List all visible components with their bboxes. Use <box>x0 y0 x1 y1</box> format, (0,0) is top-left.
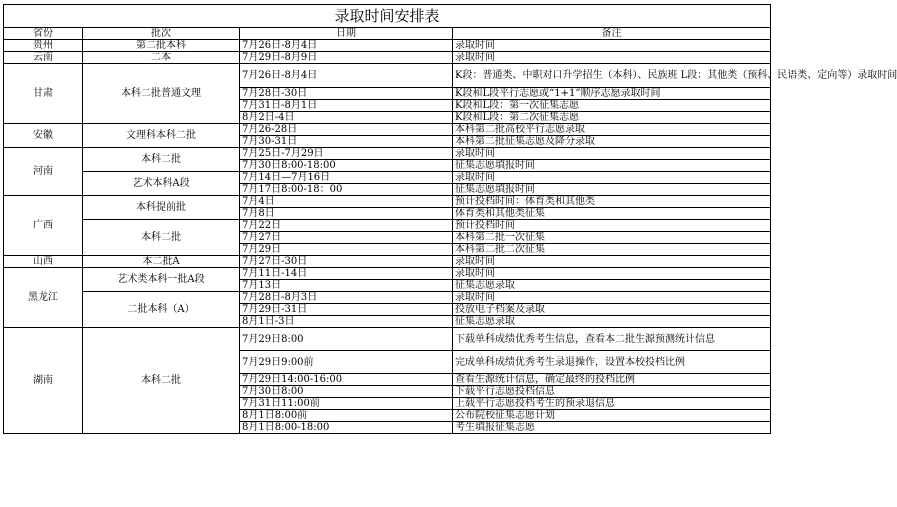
date-cell: 7月28日-8月3日 <box>240 292 453 304</box>
remark-cell: 下载平行志愿投档信息 <box>453 386 771 398</box>
batch-cell: 二批本科（A） <box>83 292 240 328</box>
remark-cell: 本科第二批二次征集 <box>453 244 771 256</box>
remark-cell: 征集志愿填报时间 <box>453 160 771 172</box>
header-remark: 备注 <box>453 28 771 40</box>
date-cell: 7月29日8:00 <box>240 328 453 351</box>
table-row <box>4 292 771 304</box>
remark-cell: K段和L段平行志愿或“1+1”顺序志愿录取时间 <box>453 88 771 100</box>
remark-cell: 本科第二批一次征集 <box>453 232 771 244</box>
province-cell: 河南 <box>4 148 83 196</box>
table-row <box>4 256 771 268</box>
date-cell: 8月1日8:00-18:00 <box>240 422 453 434</box>
header-province: 省份 <box>4 28 83 40</box>
date-cell: 7月4日 <box>240 196 453 208</box>
province-cell: 甘肃 <box>4 64 83 124</box>
remark-cell: 录取时间 <box>453 172 771 184</box>
header-batch: 批次 <box>83 28 240 40</box>
date-cell: 8月1日-3日 <box>240 316 453 328</box>
remark-cell: 查看生源统计信息，确定最终的投档比例 <box>453 374 771 386</box>
batch-cell: 本科二批 <box>83 148 240 172</box>
remark-cell: 上载平行志愿投档考生的预录退信息 <box>453 398 771 410</box>
header-date: 日期 <box>240 28 453 40</box>
date-cell: 7月26-28日 <box>240 124 453 136</box>
date-cell: 7月30日8:00-18:00 <box>240 160 453 172</box>
date-cell: 7月26日-8月4日 <box>240 40 453 52</box>
remark-cell: 录取时间 <box>453 148 771 160</box>
date-cell: 7月29日-31日 <box>240 304 453 316</box>
date-cell: 7月30日8:00 <box>240 386 453 398</box>
remark-cell: 录取时间 <box>453 256 771 268</box>
admission-schedule-table <box>3 4 897 434</box>
remark-cell: 录取时间 <box>453 292 771 304</box>
remark-cell: 征集志愿录取 <box>453 316 771 328</box>
table-title: 录取时间安排表 <box>4 5 771 28</box>
remark-cell: 录取时间 <box>453 52 771 64</box>
province-cell: 黑龙江 <box>4 268 83 328</box>
remark-cell: 投放电子档案及录取 <box>453 304 771 316</box>
date-cell: 7月29日-8月9日 <box>240 52 453 64</box>
table-row <box>4 64 771 88</box>
date-cell: 7月13日 <box>240 280 453 292</box>
batch-cell: 本科二批普通文理 <box>83 64 240 124</box>
table-row <box>4 124 771 136</box>
remark-cell: K段和L段：第一次征集志愿 <box>453 100 771 112</box>
title-row <box>4 5 771 28</box>
date-cell: 7月31日11:00前 <box>240 398 453 410</box>
date-cell: 8月1日8:00前 <box>240 410 453 422</box>
province-cell: 广西 <box>4 196 83 256</box>
remark-cell: 预计投档时间 <box>453 220 771 232</box>
remark-cell: 下载单科成绩优秀考生信息，查看本二批生源预测统计信息 <box>453 328 771 351</box>
remark-cell: 征集志愿录取 <box>453 280 771 292</box>
date-cell: 7月29日14:00-16:00 <box>240 374 453 386</box>
date-cell: 7月26日-8月4日 <box>240 64 453 88</box>
date-cell: 7月17日8:00-18：00 <box>240 184 453 196</box>
date-cell: 7月8日 <box>240 208 453 220</box>
remark-cell: K段和L段：第二次征集志愿 <box>453 112 771 124</box>
date-cell: 7月11日-14日 <box>240 268 453 280</box>
header-row <box>4 28 771 40</box>
province-cell: 湖南 <box>4 328 83 434</box>
table-row <box>4 52 771 64</box>
batch-cell: 本科二批 <box>83 328 240 434</box>
table-row <box>4 220 771 232</box>
remark-cell: 体育类和其他类征集 <box>453 208 771 220</box>
date-cell: 7月31日-8月1日 <box>240 100 453 112</box>
province-cell: 云南 <box>4 52 83 64</box>
date-cell: 7月27日 <box>240 232 453 244</box>
table-row <box>4 196 771 208</box>
batch-cell: 艺术本科A段 <box>83 172 240 196</box>
batch-cell: 艺术类本科一批A段 <box>83 268 240 292</box>
remark-cell: 本科第二批高校平行志愿录取 <box>453 124 771 136</box>
remark-cell: 征集志愿填报时间 <box>453 184 771 196</box>
table-row <box>4 148 771 160</box>
remark-cell: 预计投档时间：体育类和其他类 <box>453 196 771 208</box>
remark-cell: 本科第二批征集志愿及降分录取 <box>453 136 771 148</box>
batch-cell: 第二批本科 <box>83 40 240 52</box>
batch-cell: 文理科本科二批 <box>83 124 240 148</box>
remark-cell: 公布院校征集志愿计划 <box>453 410 771 422</box>
date-cell: 8月2日-4日 <box>240 112 453 124</box>
date-cell: 7月30-31日 <box>240 136 453 148</box>
batch-cell: 本科提前批 <box>83 196 240 220</box>
batch-cell: 二本 <box>83 52 240 64</box>
table-row <box>4 40 771 52</box>
province-cell: 山西 <box>4 256 83 268</box>
batch-cell: 本二批A <box>83 256 240 268</box>
province-cell: 安徽 <box>4 124 83 148</box>
date-cell: 7月14日—7月16日 <box>240 172 453 184</box>
table-row <box>4 172 771 184</box>
batch-cell: 本科二批 <box>83 220 240 256</box>
date-cell: 7月28日-30日 <box>240 88 453 100</box>
date-cell: 7月25日-7月29日 <box>240 148 453 160</box>
province-cell: 贵州 <box>4 40 83 52</box>
remark-cell: 完成单科成绩优秀考生录退操作，设置本校投档比例 <box>453 351 771 374</box>
remark-cell: K段：普通类、中职对口升学招生（本科）、民族班 L段：其他类（预科、民语类、定向等）录取时间 <box>453 64 771 88</box>
remark-cell: 录取时间 <box>453 268 771 280</box>
remark-cell: 录取时间 <box>453 40 771 52</box>
remark-cell: 考生填报征集志愿 <box>453 422 771 434</box>
date-cell: 7月29日 <box>240 244 453 256</box>
table-row <box>4 268 771 280</box>
date-cell: 7月27日-30日 <box>240 256 453 268</box>
table-row <box>4 328 771 351</box>
date-cell: 7月22日 <box>240 220 453 232</box>
date-cell: 7月29日9:00前 <box>240 351 453 374</box>
